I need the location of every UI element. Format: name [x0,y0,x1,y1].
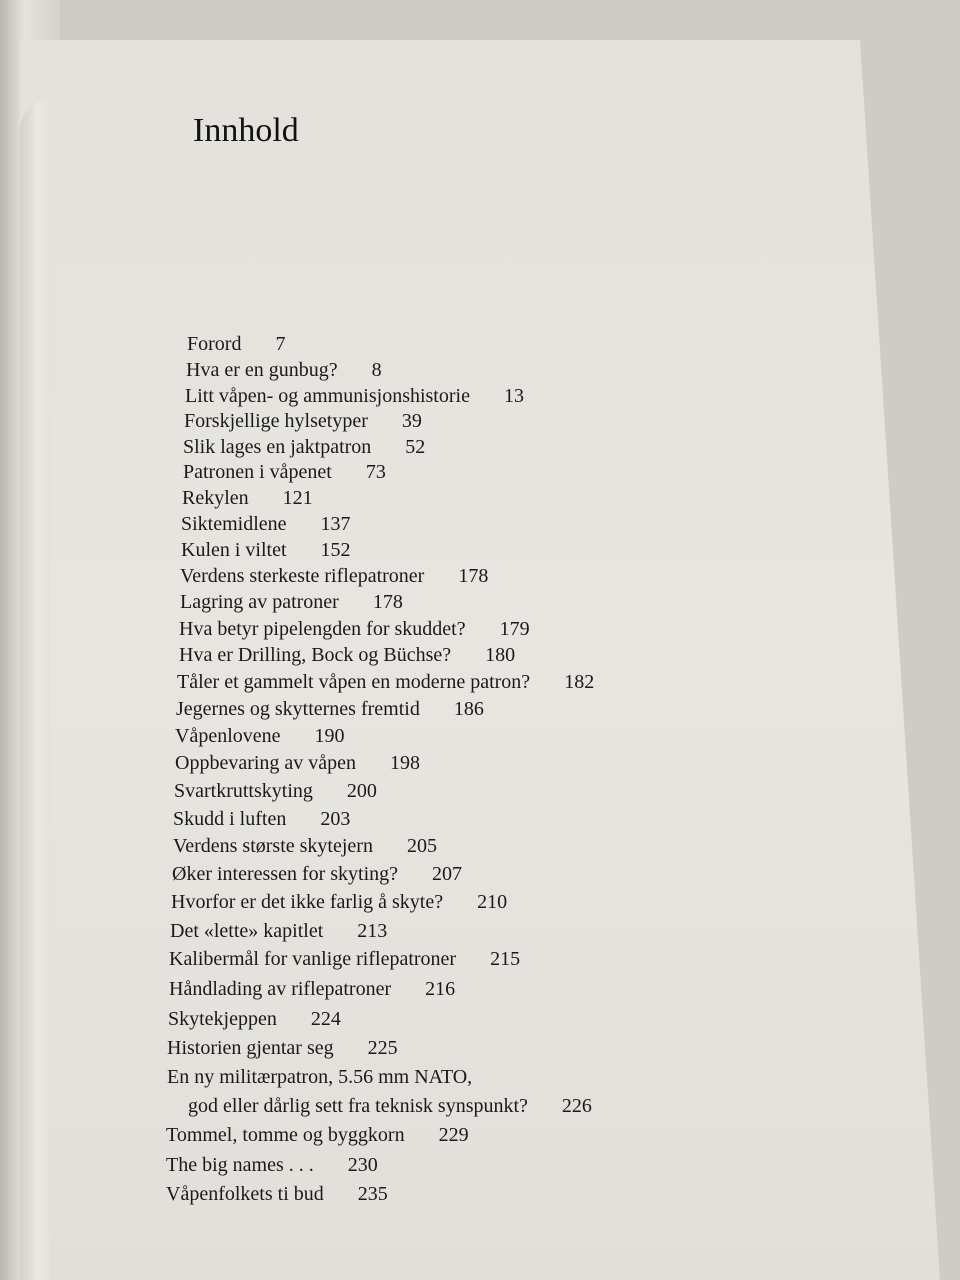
toc-entry-title: Svartkruttskyting [174,780,313,802]
toc-entry-page-number: 207 [432,863,463,885]
toc-entry-title: En ny militærpatron, 5.56 mm NATO, [167,1066,473,1088]
toc-entry-page-number: 7 [275,333,286,355]
toc-entry-page-number: 190 [314,725,345,747]
toc-entry-title: god eller dårlig sett fra teknisk synspunkt? [188,1095,528,1117]
toc-entry-title: Slik lages en jaktpatron [183,436,372,458]
toc-entry [171,890,507,914]
toc-entry-title: Historien gjentar seg [167,1037,334,1059]
toc-entry-page-number: 179 [499,618,530,640]
toc-entry [173,834,437,858]
toc-entry-title: Lagring av patroner [180,591,339,613]
toc-entry-title: Patronen i våpenet [183,461,332,483]
toc-entry-title: Oppbevaring av våpen [175,752,357,774]
toc-entry-title: Hva er Drilling, Bock og Büchse? [179,644,452,666]
toc-entry [185,384,524,408]
toc-entry [169,977,455,1001]
toc-entry [166,1153,378,1177]
toc-entry-page-number: 182 [564,671,595,693]
toc-entry-title: Våpenlovene [175,725,281,747]
toc-entry-page-number: 213 [357,920,388,942]
toc-entry-title: Litt våpen- og ammunisjonshistorie [185,385,470,407]
toc-entry-page-number: 224 [310,1008,341,1030]
toc-entry [179,617,530,641]
toc-entry [170,919,387,943]
toc-entry-title: Hva betyr pipelengden for skuddet? [179,618,466,640]
toc-entry [166,1182,388,1206]
toc-entry [167,1036,398,1060]
toc-entry-title: Skudd i luften [173,808,287,830]
toc-entry-page-number: 200 [346,780,377,802]
toc-entry-title: Siktemidlene [181,513,287,535]
toc-entry-title: Verdens sterkeste riflepatroner [180,565,425,587]
toc-entry-title: The big names . . . [166,1154,314,1176]
toc-entry [175,724,345,748]
toc-entry-page-number: 215 [490,948,521,970]
toc-entry-page-number: 152 [320,539,351,561]
toc-entry-page-number: 198 [390,752,421,774]
toc-entry [179,643,515,667]
toc-entry [177,670,594,694]
toc-entry-title: Håndlading av riflepatroner [169,978,392,1000]
toc-entry-page-number: 226 [561,1095,592,1117]
toc-entry-title: Forord [187,333,242,355]
toc-entry [184,409,422,433]
toc-entry-title: Skytekjeppen [168,1008,277,1030]
toc-entry-page-number: 178 [458,565,489,587]
toc-entry [183,435,425,459]
toc-entry [166,1123,469,1147]
toc-entry-page-number: 121 [282,487,313,509]
toc-entry-page-number: 8 [371,359,382,381]
toc-entry-title: Verdens største skytejern [173,835,373,857]
toc-entry-page-number: 178 [372,591,403,613]
toc-entry [168,1007,341,1031]
toc-entry [173,807,350,831]
toc-entry [183,460,386,484]
toc-entry [174,779,377,803]
toc-entry-title: Jegernes og skytternes fremtid [176,698,420,720]
toc-entry [181,512,351,536]
toc-entry [180,564,488,588]
toc-entry-page-number: 230 [347,1154,378,1176]
toc-entry-page-number: 203 [320,808,351,830]
toc-entry-title: Kalibermål for vanlige riflepatroner [169,948,457,970]
toc-entry-page-number: 186 [453,698,484,720]
toc-entry [175,751,420,775]
toc-entry [169,947,520,971]
toc-entry-page-number: 205 [406,835,437,857]
toc-entry-page-number: 137 [320,513,351,535]
toc-entry-title: Våpenfolkets ti bud [166,1183,324,1205]
toc-entry-title: Hvorfor er det ikke farlig å skyte? [171,891,444,913]
page-title: Innhold [193,112,299,149]
toc-entry-page-number: 229 [438,1124,469,1146]
toc-entry-page-number: 73 [365,461,386,483]
toc-entry-title: Hva er en gunbug? [186,359,338,381]
toc-entry-title: Tommel, tomme og byggkorn [166,1124,405,1146]
toc-entry-title: Kulen i viltet [181,539,287,561]
toc-entry-page-number: 235 [357,1183,388,1205]
toc-entry-page-number: 225 [367,1037,398,1059]
toc-entry [181,538,351,562]
toc-entry-page-number: 39 [401,410,422,432]
toc-entry [172,862,462,886]
toc-entry-page-number: 180 [485,644,516,666]
toc-entry [167,1065,472,1089]
toc-entry [186,358,382,382]
toc-entry-page-number: 216 [425,978,456,1000]
toc-entry-page-number: 13 [503,385,524,407]
toc-entry [182,486,313,510]
toc-entry [176,697,484,721]
toc-entry [180,590,403,614]
toc-entry-title: Rekylen [182,487,249,509]
toc-entry-title: Tåler et gammelt våpen en moderne patron? [177,671,531,693]
toc-entry-page-number: 52 [405,436,426,458]
toc-entry-page-number: 210 [477,891,508,913]
toc-entry-title: Det «lette» kapitlet [170,920,324,942]
toc-entry [187,332,285,356]
toc-entry-title: Øker interessen for skyting? [172,863,399,885]
toc-entry-title: Forskjellige hylsetyper [184,410,368,432]
toc-entry [188,1094,592,1118]
